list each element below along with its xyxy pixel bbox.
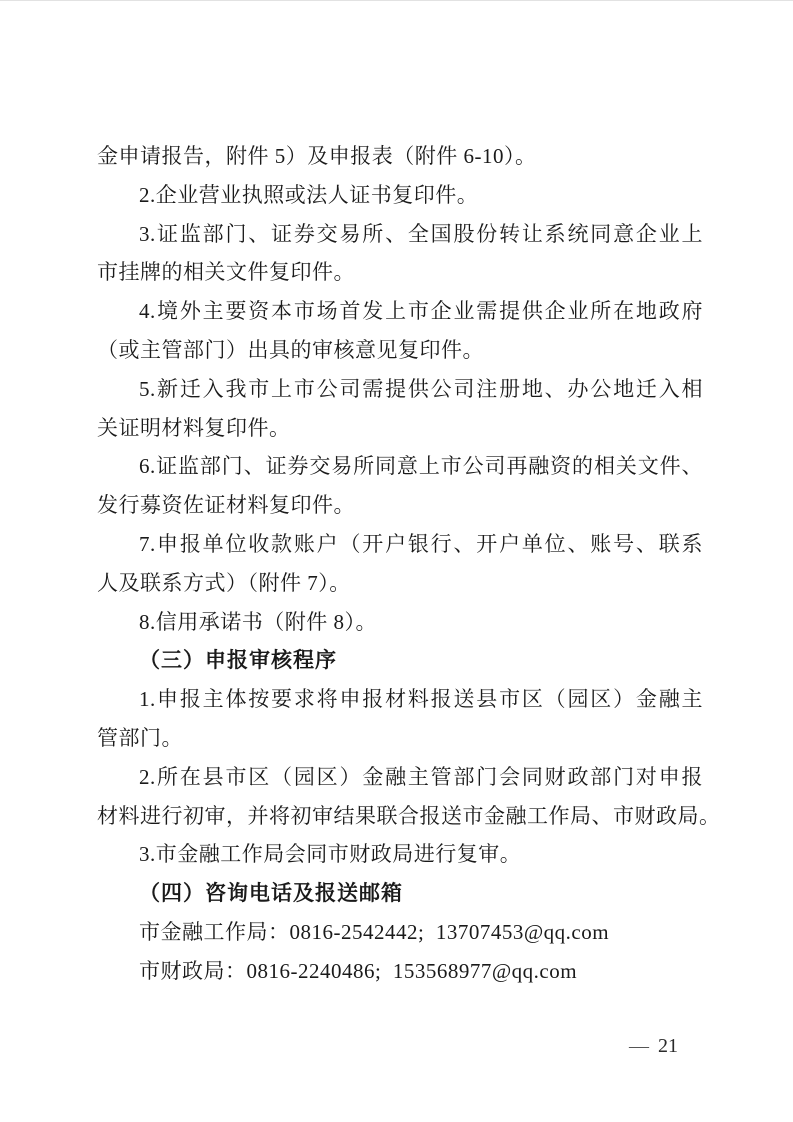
line-contact-finance-bureau: 市财政局：0816-2240486; 153568977@qq.com [139, 958, 578, 983]
line-proc1-submit-b: 管部门。 [97, 725, 183, 750]
line-item4-overseas-a: 4.境外主要资本市场首发上市企业需提供企业所在地政府 [139, 299, 703, 324]
page-footer [629, 1032, 678, 1060]
line-item4-overseas-b: （或主管部门）出具的审核意见复印件。 [97, 337, 484, 362]
line-item3-approval-b: 市挂牌的相关文件复印件。 [97, 260, 355, 285]
line-continuation-fund-report: 金申请报告，附件 5）及申报表（附件 6-10）。 [97, 144, 537, 168]
line-item5-relocation-b: 关证明材料复印件。 [97, 415, 291, 440]
line-item8-credit-letter: 8.信用承诺书（附件 8）。 [139, 609, 377, 634]
line-proc1-submit-a: 1.申报主体按要求将申报材料报送县市区（园区）金融主 [139, 687, 703, 712]
line-item2-license: 2.企业营业执照或法人证书复印件。 [139, 182, 479, 207]
footer-dash: — [629, 1035, 649, 1057]
page-number: 21 [658, 1035, 678, 1057]
line-item7-bank-account-b: 人及联系方式）（附件 7）。 [97, 570, 351, 595]
line-item7-bank-account-a: 7.申报单位收款账户（开户银行、开户单位、账号、联系 [139, 531, 703, 556]
section-heading-contact-info: （四）咨询电话及报送邮箱 [139, 881, 403, 906]
line-item6-refinancing-a: 6.证监部门、证券交易所同意上市公司再融资的相关文件、 [139, 454, 703, 479]
section-heading-review-procedure: （三）申报审核程序 [139, 648, 337, 673]
line-proc2-preliminary-a: 2.所在县市区（园区）金融主管部门会同财政部门对申报 [139, 764, 703, 789]
line-item3-approval-a: 3.证监部门、证券交易所、全国股份转让系统同意企业上 [139, 221, 703, 246]
line-contact-finance-work-bureau: 市金融工作局：0816-2542442; 13707453@qq.com [139, 919, 610, 944]
line-item5-relocation-a: 5.新迁入我市上市公司需提供公司注册地、办公地迁入相 [139, 376, 703, 401]
line-proc3-final-review: 3.市金融工作局会同市财政局进行复审。 [139, 842, 522, 867]
document-body [97, 137, 721, 991]
line-item6-refinancing-b: 发行募资佐证材料复印件。 [97, 493, 355, 518]
line-proc2-preliminary-b: 材料进行初审，并将初审结果联合报送市金融工作局、市财政局。 [97, 803, 721, 828]
